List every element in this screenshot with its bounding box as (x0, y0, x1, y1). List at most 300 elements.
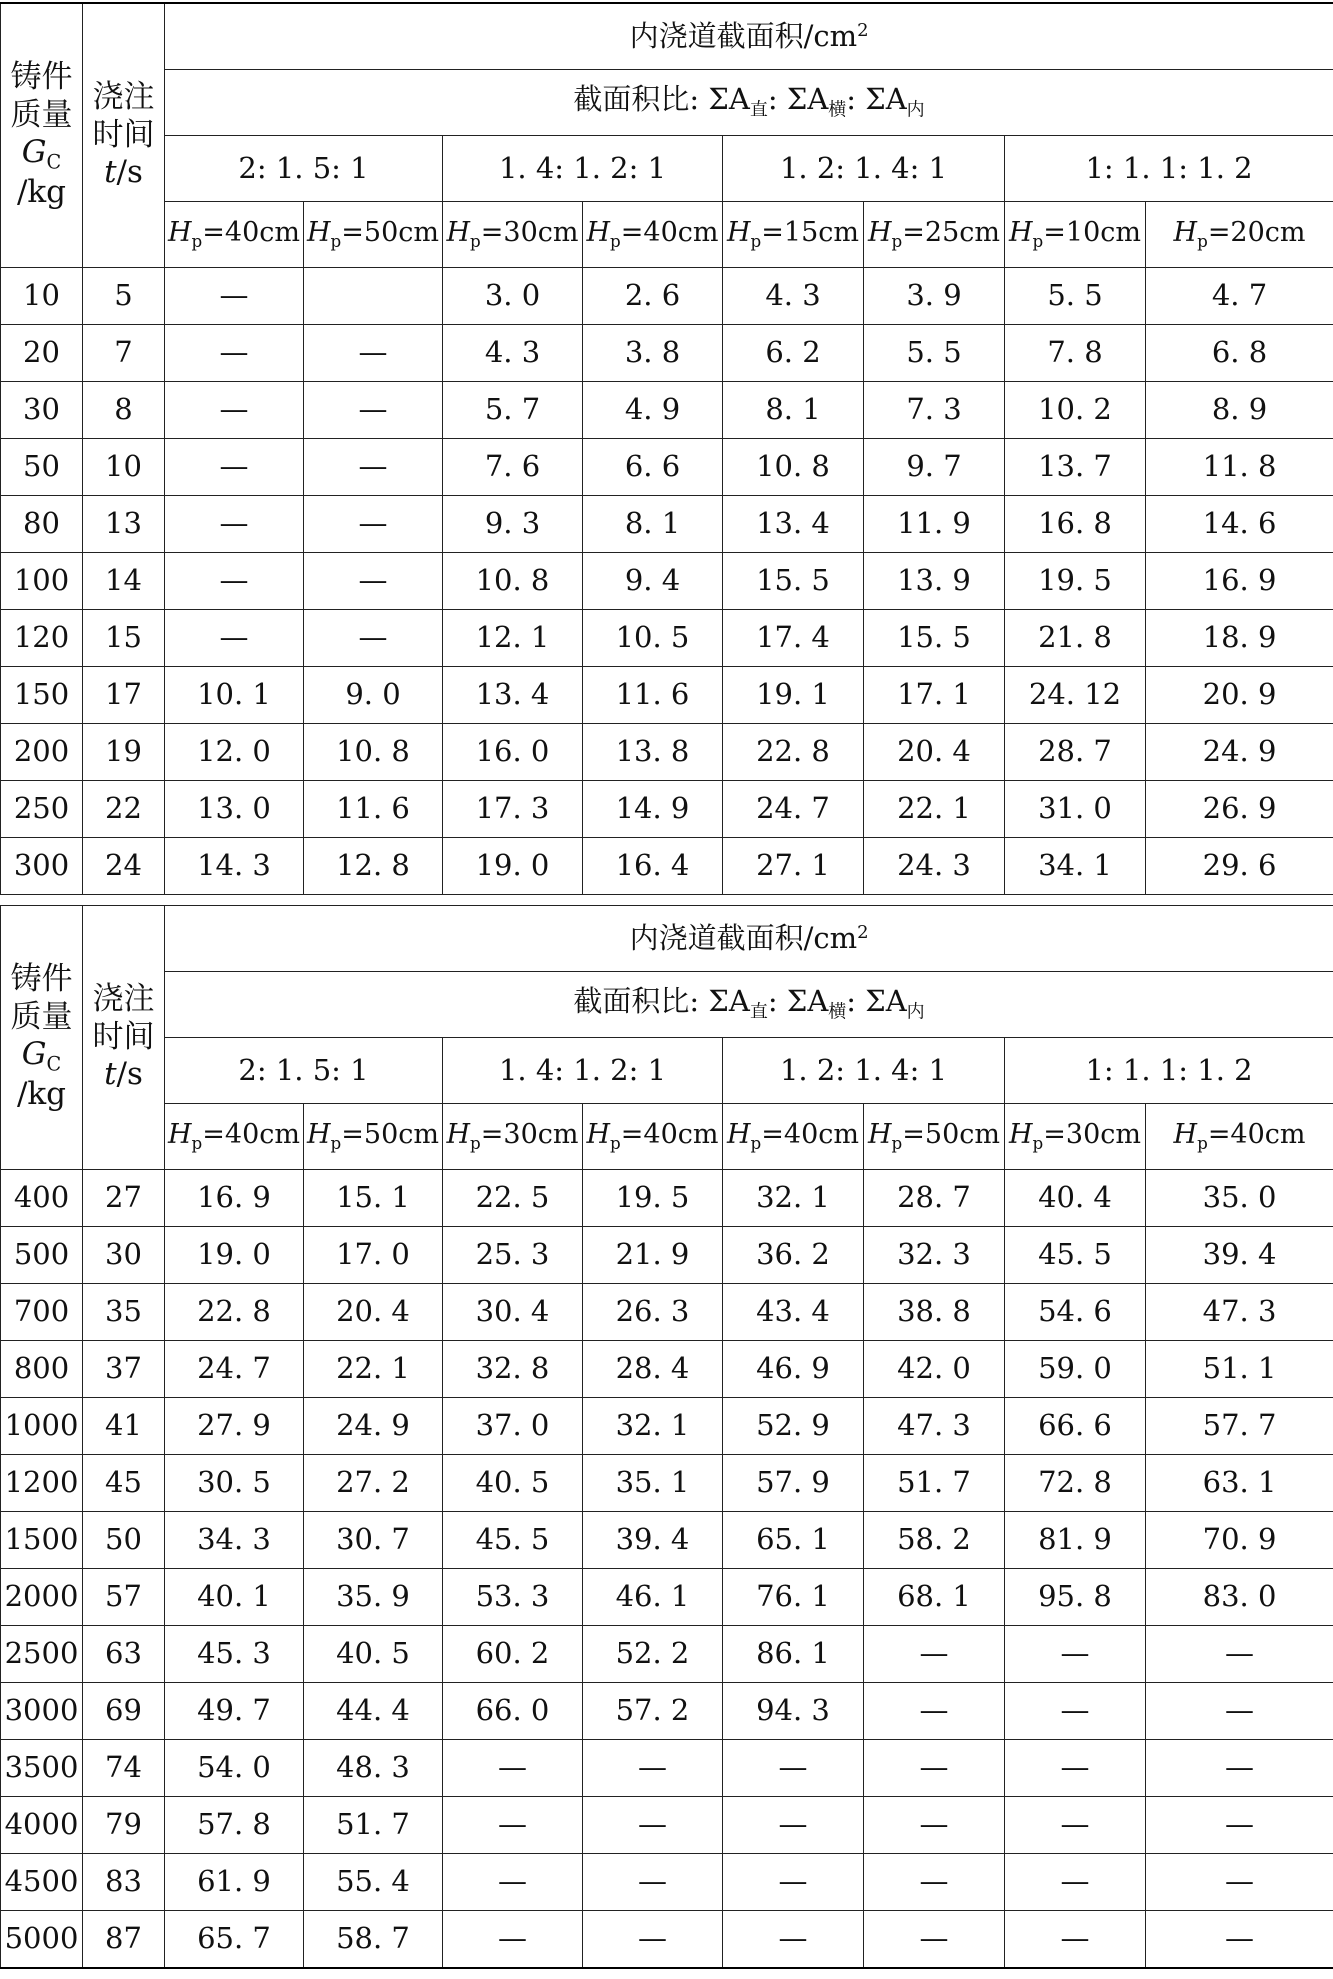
area-cell: 52. 9 (723, 1398, 864, 1455)
area-cell: 24. 9 (1146, 724, 1333, 781)
mass-symbol-sub: C (46, 151, 62, 175)
area-cell: 86. 1 (723, 1626, 864, 1683)
mass-label-line: 质量 (10, 998, 73, 1035)
hp-value: =40cm (761, 1119, 859, 1151)
area-cell: 21. 8 (1005, 610, 1146, 667)
area-cell: 17. 0 (304, 1227, 443, 1284)
table-row (1, 1455, 1333, 1512)
area-cell: — (165, 553, 304, 610)
hp-symbol: H (446, 217, 471, 249)
area-cell: 24. 7 (165, 1341, 304, 1398)
hp-value: =40cm (620, 1119, 719, 1151)
hp-sub: p (891, 231, 903, 252)
hp-sub: p (470, 1133, 481, 1154)
mass-unit: /kg (16, 174, 67, 211)
gate-area-table (0, 905, 1333, 1969)
area-title-sup: 2 (857, 921, 869, 943)
hp-value: =50cm (341, 217, 439, 249)
area-cell: — (723, 1911, 864, 1969)
area-cell: — (1146, 1854, 1333, 1911)
header-row (1, 3, 1333, 70)
area-cell: — (165, 268, 304, 325)
area-cell: 24. 3 (864, 838, 1005, 895)
hp-value: =10cm (1043, 217, 1141, 249)
area-cell: — (165, 439, 304, 496)
area-cell: 13. 4 (443, 667, 583, 724)
area-cell: 14. 3 (165, 838, 304, 895)
time-cell: 5 (83, 268, 165, 325)
area-cell: 3. 9 (864, 268, 1005, 325)
area-cell: — (304, 439, 443, 496)
area-cell: 12. 0 (165, 724, 304, 781)
area-cell: 9. 4 (583, 553, 723, 610)
area-cell: 16. 9 (1146, 553, 1333, 610)
hp-sub: p (1032, 1133, 1044, 1154)
area-cell: 51. 1 (1146, 1341, 1333, 1398)
hp-symbol: H (1009, 1119, 1033, 1151)
table-row (1, 1683, 1333, 1740)
area-cell: 32. 1 (583, 1398, 723, 1455)
area-cell: 4. 9 (583, 382, 723, 439)
area-cell: 10. 8 (443, 553, 583, 610)
area-cell: — (864, 1854, 1005, 1911)
area-cell: 25. 3 (443, 1227, 583, 1284)
time-cell: 17 (83, 667, 165, 724)
area-cell: 59. 0 (1005, 1341, 1146, 1398)
header-row (1, 202, 1333, 268)
mass-cell: 20 (1, 325, 83, 382)
area-cell: 40. 5 (304, 1626, 443, 1683)
area-cell: 66. 0 (443, 1683, 583, 1740)
time-cell: 30 (83, 1227, 165, 1284)
area-cell: 10. 8 (723, 439, 864, 496)
time-symbol: t (104, 154, 117, 191)
table-row (1, 553, 1333, 610)
area-cell: 30. 4 (443, 1284, 583, 1341)
area-cell: — (1005, 1740, 1146, 1797)
area-cell: 26. 9 (1146, 781, 1333, 838)
table-row (1, 1740, 1333, 1797)
time-cell: 15 (83, 610, 165, 667)
area-cell: 65. 7 (165, 1911, 304, 1969)
area-cell: 28. 4 (583, 1341, 723, 1398)
mass-label-line: 质量 (10, 96, 73, 133)
area-cell: 39. 4 (583, 1512, 723, 1569)
time-cell: 57 (83, 1569, 165, 1626)
area-cell: 6. 2 (723, 325, 864, 382)
area-cell: 17. 3 (443, 781, 583, 838)
table-row (1, 1797, 1333, 1854)
area-cell: 17. 1 (864, 667, 1005, 724)
header-row (1, 972, 1333, 1038)
area-cell: 24. 12 (1005, 667, 1146, 724)
area-cell: 6. 6 (583, 439, 723, 496)
mass-cell: 3000 (1, 1683, 83, 1740)
area-cell: 58. 2 (864, 1512, 1005, 1569)
area-title-sup: 2 (857, 19, 869, 41)
mass-cell: 1000 (1, 1398, 83, 1455)
area-cell: — (864, 1797, 1005, 1854)
hp-value: =30cm (480, 217, 579, 249)
hp-symbol: H (1009, 217, 1033, 249)
area-cell: 94. 3 (723, 1683, 864, 1740)
time-cell: 87 (83, 1911, 165, 1969)
area-cell: 72. 8 (1005, 1455, 1146, 1512)
hp-sub: p (750, 231, 762, 252)
sprue-height-header (864, 1104, 1005, 1170)
area-cell: 46. 9 (723, 1341, 864, 1398)
area-cell: 20. 4 (304, 1284, 443, 1341)
hp-sub: p (750, 1133, 762, 1154)
time-cell: 22 (83, 781, 165, 838)
area-cell: 13. 8 (583, 724, 723, 781)
sprue-height-header (304, 202, 443, 268)
area-cell: 9. 7 (864, 439, 1005, 496)
area-cell: — (864, 1740, 1005, 1797)
area-cell: 5. 5 (864, 325, 1005, 382)
area-cell: 34. 1 (1005, 838, 1146, 895)
area-cell: 27. 1 (723, 838, 864, 895)
mass-cell: 80 (1, 496, 83, 553)
area-cell: 65. 1 (723, 1512, 864, 1569)
sprue-height-header (864, 202, 1005, 268)
hp-value: =25cm (902, 217, 1000, 249)
hp-value: =50cm (341, 1119, 439, 1151)
time-symbol: t (104, 1056, 117, 1093)
table-row (1, 1911, 1333, 1969)
mass-cell: 700 (1, 1284, 83, 1341)
table-row (1, 1341, 1333, 1398)
mass-cell: 100 (1, 553, 83, 610)
hp-sub: p (891, 1133, 903, 1154)
mass-symbol: G (21, 134, 47, 171)
area-cell: 35. 0 (1146, 1170, 1333, 1227)
ratio-sub: 直 (749, 1001, 768, 1023)
time-cell: 24 (83, 838, 165, 895)
ratio-text: : ΣA (767, 984, 829, 1019)
time-label-line: 时间 (92, 1018, 155, 1055)
area-cell: 66. 6 (1005, 1398, 1146, 1455)
ratio-group-header: 2: 1. 5: 1 (165, 1038, 443, 1104)
hp-value: =40cm (202, 1119, 300, 1151)
time-cell: 13 (83, 496, 165, 553)
area-cell: 61. 9 (165, 1854, 304, 1911)
area-cell: — (165, 610, 304, 667)
area-cell: — (1146, 1626, 1333, 1683)
mass-cell: 400 (1, 1170, 83, 1227)
area-cell: 27. 2 (304, 1455, 443, 1512)
area-cell: 4. 3 (723, 268, 864, 325)
area-cell: 11. 6 (583, 667, 723, 724)
area-cell: 7. 3 (864, 382, 1005, 439)
area-cell: 54. 0 (165, 1740, 304, 1797)
header-row (1, 70, 1333, 136)
casting-mass-header (1, 906, 83, 1170)
area-cell: 58. 7 (304, 1911, 443, 1969)
area-cell: 8. 9 (1146, 382, 1333, 439)
hp-symbol: H (168, 1119, 192, 1151)
area-cell: 48. 3 (304, 1740, 443, 1797)
area-cell: 45. 3 (165, 1626, 304, 1683)
area-cell: 13. 0 (165, 781, 304, 838)
ratio-sub: 直 (749, 99, 768, 121)
area-cell: 16. 0 (443, 724, 583, 781)
area-cell: 38. 8 (864, 1284, 1005, 1341)
table-row (1, 610, 1333, 667)
ratio-group-header: 1. 4: 1. 2: 1 (443, 136, 723, 202)
hp-value: =40cm (1207, 1119, 1306, 1151)
hp-sub: p (1032, 231, 1044, 252)
hp-symbol: H (868, 1119, 892, 1151)
time-cell: 74 (83, 1740, 165, 1797)
hp-sub: p (1197, 1133, 1208, 1154)
ratio-text: 截面积比: ΣA (573, 82, 750, 117)
area-cell: 40. 1 (165, 1569, 304, 1626)
sprue-height-header (1146, 202, 1333, 268)
time-cell: 8 (83, 382, 165, 439)
ratio-group-header: 1. 4: 1. 2: 1 (443, 1038, 723, 1104)
time-cell: 27 (83, 1170, 165, 1227)
area-cell: 14. 6 (1146, 496, 1333, 553)
area-cell: 44. 4 (304, 1683, 443, 1740)
area-cell: 36. 2 (723, 1227, 864, 1284)
area-cell: 47. 3 (864, 1398, 1005, 1455)
mass-symbol-sub: C (46, 1053, 62, 1077)
area-cell: 81. 9 (1005, 1512, 1146, 1569)
area-cell: 18. 9 (1146, 610, 1333, 667)
ratio-sub: 横 (828, 99, 847, 121)
time-cell: 83 (83, 1854, 165, 1911)
area-cell: 19. 0 (165, 1227, 304, 1284)
mass-cell: 5000 (1, 1911, 83, 1969)
sprue-height-header (723, 202, 864, 268)
area-cell: 52. 2 (583, 1626, 723, 1683)
table-row (1, 496, 1333, 553)
table-row (1, 268, 1333, 325)
ratio-text: : ΣA (846, 82, 907, 117)
ratio-text: : ΣA (767, 82, 829, 117)
area-cell: — (864, 1683, 1005, 1740)
table-row (1, 382, 1333, 439)
area-cell: — (165, 325, 304, 382)
table-row (1, 325, 1333, 382)
area-cell: — (304, 610, 443, 667)
area-cell: 13. 9 (864, 553, 1005, 610)
area-cell: — (723, 1740, 864, 1797)
hp-value: =15cm (761, 217, 859, 249)
area-cell: 11. 9 (864, 496, 1005, 553)
mass-cell: 500 (1, 1227, 83, 1284)
mass-cell: 3500 (1, 1740, 83, 1797)
area-cell: 10. 2 (1005, 382, 1146, 439)
pouring-time-header (83, 906, 165, 1170)
area-cell: 27. 9 (165, 1398, 304, 1455)
header-row (1, 1104, 1333, 1170)
sprue-height-header (1146, 1104, 1333, 1170)
area-cell: 57. 9 (723, 1455, 864, 1512)
table-row (1, 1284, 1333, 1341)
area-cell: 12. 8 (304, 838, 443, 895)
ratio-sub: 内 (906, 1001, 925, 1023)
area-cell: 42. 0 (864, 1341, 1005, 1398)
area-cell: 15. 5 (723, 553, 864, 610)
mass-cell: 1500 (1, 1512, 83, 1569)
hp-sub: p (330, 1133, 342, 1154)
casting-mass-header (1, 3, 83, 268)
sprue-height-header (443, 1104, 583, 1170)
hp-value: =30cm (1043, 1119, 1141, 1151)
area-cell: 3. 0 (443, 268, 583, 325)
area-cell: 32. 1 (723, 1170, 864, 1227)
area-cell: 35. 9 (304, 1569, 443, 1626)
area-cell: 24. 7 (723, 781, 864, 838)
area-cell: — (1146, 1911, 1333, 1969)
sprue-height-header (443, 202, 583, 268)
area-cell: 28. 7 (1005, 724, 1146, 781)
area-cell: — (1005, 1911, 1146, 1969)
table-row (1, 1170, 1333, 1227)
mass-cell: 120 (1, 610, 83, 667)
header-row (1, 1038, 1333, 1104)
area-cell: 13. 4 (723, 496, 864, 553)
area-title (165, 3, 1333, 70)
table-row (1, 1569, 1333, 1626)
mass-cell: 800 (1, 1341, 83, 1398)
hp-sub: p (191, 231, 203, 252)
pouring-time-header (83, 3, 165, 268)
area-cell: 2. 6 (583, 268, 723, 325)
time-cell: 7 (83, 325, 165, 382)
area-cell: — (304, 382, 443, 439)
area-cell: 31. 0 (1005, 781, 1146, 838)
time-unit: /s (116, 1056, 143, 1093)
time-cell: 14 (83, 553, 165, 610)
area-cell: — (1146, 1683, 1333, 1740)
header-row (1, 906, 1333, 972)
area-cell: 14. 9 (583, 781, 723, 838)
area-cell: 19. 1 (723, 667, 864, 724)
area-cell: 13. 7 (1005, 439, 1146, 496)
area-cell: 15. 5 (864, 610, 1005, 667)
area-cell: 7. 6 (443, 439, 583, 496)
mass-cell: 30 (1, 382, 83, 439)
hp-symbol: H (168, 217, 192, 249)
area-cell: 3. 8 (583, 325, 723, 382)
header-row (1, 136, 1333, 202)
area-cell: — (1005, 1683, 1146, 1740)
area-cell: — (304, 496, 443, 553)
time-cell: 37 (83, 1341, 165, 1398)
area-cell: 4. 3 (443, 325, 583, 382)
area-cell: 47. 3 (1146, 1284, 1333, 1341)
area-cell: — (723, 1854, 864, 1911)
time-cell: 10 (83, 439, 165, 496)
mass-cell: 300 (1, 838, 83, 895)
area-cell: 5. 7 (443, 382, 583, 439)
area-cell: — (165, 496, 304, 553)
table-row (1, 781, 1333, 838)
area-cell: — (1146, 1797, 1333, 1854)
hp-value: =40cm (620, 217, 719, 249)
area-cell: 15. 1 (304, 1170, 443, 1227)
area-cell: — (583, 1854, 723, 1911)
area-cell: 53. 3 (443, 1569, 583, 1626)
area-cell: 11. 6 (304, 781, 443, 838)
hp-symbol: H (307, 217, 331, 249)
area-cell: 40. 4 (1005, 1170, 1146, 1227)
hp-sub: p (330, 231, 342, 252)
table-row (1, 667, 1333, 724)
area-cell: 76. 1 (723, 1569, 864, 1626)
area-cell: 16. 8 (1005, 496, 1146, 553)
hp-value: =30cm (480, 1119, 579, 1151)
mass-cell: 150 (1, 667, 83, 724)
time-cell: 50 (83, 1512, 165, 1569)
area-cell: 22. 5 (443, 1170, 583, 1227)
table-row (1, 1398, 1333, 1455)
hp-sub: p (610, 231, 621, 252)
area-cell: — (165, 382, 304, 439)
area-cell: 32. 3 (864, 1227, 1005, 1284)
area-cell: 4. 7 (1146, 268, 1333, 325)
area-cell: 40. 5 (443, 1455, 583, 1512)
area-cell: 5. 5 (1005, 268, 1146, 325)
area-cell: — (304, 325, 443, 382)
area-cell: 55. 4 (304, 1854, 443, 1911)
hp-symbol: H (586, 217, 611, 249)
sprue-height-header (304, 1104, 443, 1170)
hp-sub: p (1197, 231, 1208, 252)
area-cell: 20. 9 (1146, 667, 1333, 724)
table-row (1, 1512, 1333, 1569)
time-cell: 45 (83, 1455, 165, 1512)
sprue-height-header (723, 1104, 864, 1170)
ratio-group-header: 1. 2: 1. 4: 1 (723, 1038, 1005, 1104)
area-cell: 51. 7 (304, 1797, 443, 1854)
area-cell: — (583, 1911, 723, 1969)
time-label-line: 时间 (92, 116, 155, 153)
table-row (1, 439, 1333, 496)
time-cell: 41 (83, 1398, 165, 1455)
area-cell: 70. 9 (1146, 1512, 1333, 1569)
area-cell: 22. 1 (304, 1341, 443, 1398)
ratio-sub: 内 (906, 99, 925, 121)
area-cell: 7. 8 (1005, 325, 1146, 382)
mass-cell: 200 (1, 724, 83, 781)
ratio-header (165, 972, 1333, 1038)
area-cell: 9. 0 (304, 667, 443, 724)
area-cell: 43. 4 (723, 1284, 864, 1341)
area-cell: 21. 9 (583, 1227, 723, 1284)
area-cell: 19. 0 (443, 838, 583, 895)
area-cell: 57. 7 (1146, 1398, 1333, 1455)
table-row (1, 1227, 1333, 1284)
area-cell (304, 268, 443, 325)
table-row (1, 838, 1333, 895)
area-cell: 9. 3 (443, 496, 583, 553)
area-cell: 28. 7 (864, 1170, 1005, 1227)
mass-cell: 4000 (1, 1797, 83, 1854)
area-cell: — (304, 553, 443, 610)
area-cell: 22. 8 (723, 724, 864, 781)
area-cell: 16. 4 (583, 838, 723, 895)
area-cell: — (1146, 1740, 1333, 1797)
area-cell: 10. 8 (304, 724, 443, 781)
area-cell: — (1005, 1626, 1146, 1683)
time-label-line: 浇注 (92, 980, 155, 1017)
area-cell: 10. 1 (165, 667, 304, 724)
area-cell: — (864, 1626, 1005, 1683)
